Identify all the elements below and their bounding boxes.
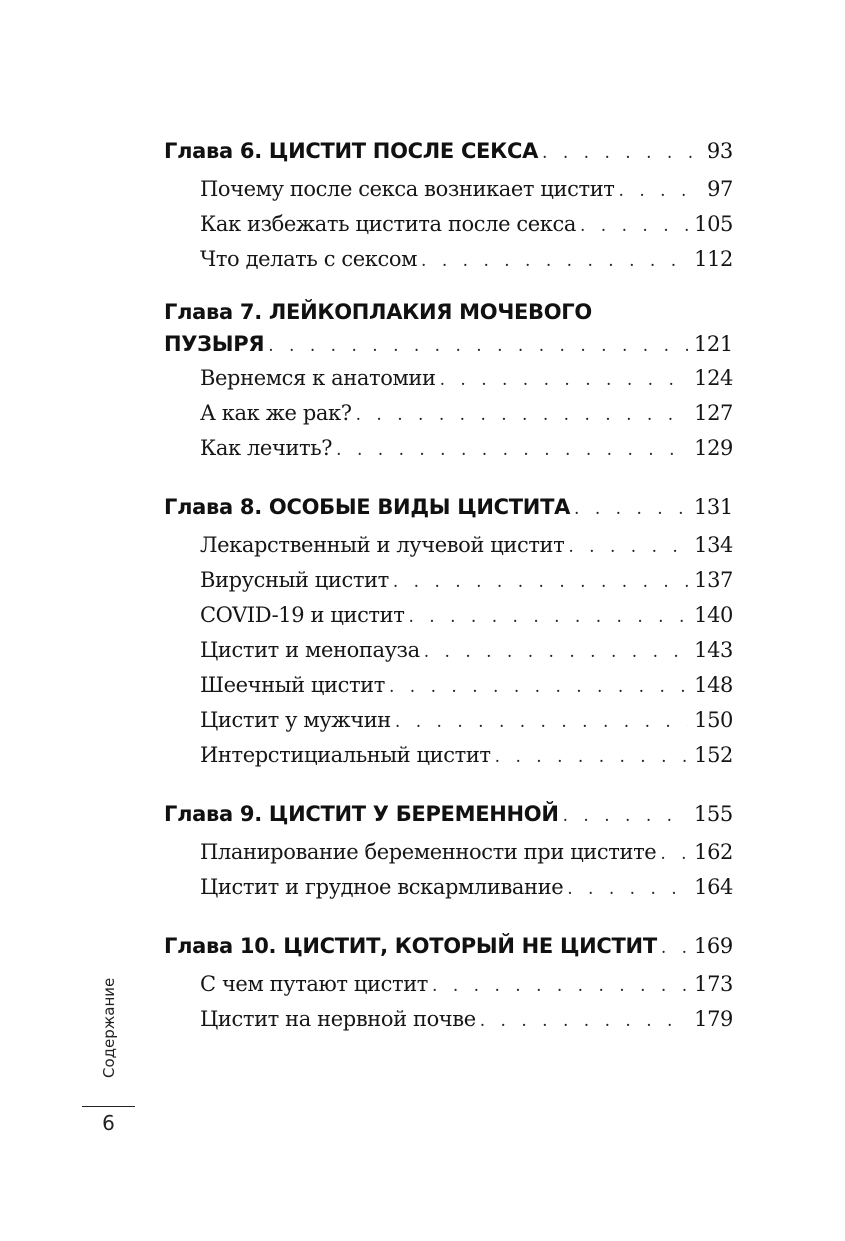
chapter-title-row (164, 793, 733, 835)
section-page: 140 (694, 603, 733, 627)
section-title: Шеечный цистит (200, 673, 385, 697)
section-title: Цистит у мужчин (200, 708, 391, 732)
dot-leader (336, 433, 688, 466)
chapter-entry (164, 297, 733, 466)
chapter-entry (164, 486, 733, 773)
chapter-title-row (164, 925, 733, 967)
dot-leader (580, 209, 688, 242)
section-entry (200, 668, 733, 703)
dot-leader (567, 872, 688, 905)
dot-leader (395, 705, 688, 738)
section-title: Цистит и менопауза (200, 638, 420, 662)
chapter-title: Глава 9. ЦИСТИТ У БЕРЕМЕННОЙ (164, 802, 559, 826)
table-of-contents (164, 130, 733, 1057)
section-entry (200, 835, 733, 870)
chapter-title-row (164, 486, 733, 528)
section-entry (200, 207, 733, 242)
chapter-page: 93 (706, 139, 733, 163)
dot-leader (660, 837, 688, 870)
dot-leader (408, 600, 688, 633)
footer-rule (82, 1106, 135, 1107)
section-entry (200, 598, 733, 633)
dot-leader (432, 969, 688, 1002)
section-entry (200, 431, 733, 466)
chapter-title-row (164, 130, 733, 172)
dot-leader (563, 795, 688, 835)
dot-leader (480, 1004, 688, 1037)
dot-leader (393, 565, 688, 598)
chapter-title-row (164, 327, 733, 361)
section-page: 173 (694, 972, 733, 996)
section-entry (200, 703, 733, 738)
dot-leader (542, 132, 701, 172)
section-page: 112 (694, 247, 733, 271)
section-title: Цистит и грудное вскармливание (200, 875, 564, 899)
chapter-entry (164, 793, 733, 905)
section-page: 152 (694, 743, 733, 767)
section-title: Как лечить? (200, 436, 333, 460)
dot-leader (574, 488, 688, 528)
page-number: 6 (102, 1111, 115, 1135)
section-title: С чем путают цистит (200, 972, 429, 996)
section-title: А как же рак? (200, 401, 352, 425)
section-entry (200, 242, 733, 277)
section-page: 97 (707, 177, 733, 201)
section-page: 137 (694, 568, 733, 592)
chapter-title-line: Глава 7. ЛЕЙКОПЛАКИЯ МОЧЕВОГО (164, 300, 592, 324)
dot-leader (568, 530, 688, 563)
section-page: 162 (694, 840, 733, 864)
dot-leader (440, 363, 689, 396)
section-title: COVID-19 и цистит (200, 603, 405, 627)
chapter-page: 131 (693, 495, 733, 519)
section-entry (200, 361, 733, 396)
running-head: Содержание (100, 977, 118, 1078)
dot-leader (495, 740, 688, 773)
section-title: Вернемся к анатомии (200, 366, 436, 390)
chapter-title: ПУЗЫРЯ (164, 332, 265, 356)
dot-leader (356, 398, 689, 431)
section-entry (200, 563, 733, 598)
section-title: Интерстициальный цистит (200, 743, 491, 767)
chapter-page: 121 (693, 332, 733, 356)
dot-leader (661, 927, 688, 967)
chapter-page: 155 (693, 802, 733, 826)
section-entry (200, 172, 733, 207)
chapter-title: Глава 10. ЦИСТИТ, КОТОРЫЙ НЕ ЦИСТИТ (164, 934, 657, 958)
chapter-entry (164, 925, 733, 1037)
section-title: Вирусный цистит (200, 568, 389, 592)
dot-leader (424, 635, 688, 668)
section-title: Что делать с сексом (200, 247, 418, 271)
section-page: 127 (694, 401, 733, 425)
chapter-page: 169 (693, 934, 733, 958)
section-page: 150 (694, 708, 733, 732)
section-page: 129 (694, 436, 733, 460)
section-title: Планирование беременности при цистите (200, 840, 657, 864)
dot-leader (389, 670, 688, 703)
section-page: 143 (694, 638, 733, 662)
section-title: Почему после секса возникает цистит (200, 177, 615, 201)
dot-leader (619, 174, 702, 207)
section-entry (200, 870, 733, 905)
section-entry (200, 528, 733, 563)
section-page: 148 (694, 673, 733, 697)
section-entry (200, 738, 733, 773)
section-entry (200, 1002, 733, 1037)
section-title: Как избежать цистита после секса (200, 212, 576, 236)
section-title: Цистит на нервной почве (200, 1007, 476, 1031)
section-page: 124 (694, 366, 733, 390)
chapter-title: Глава 8. ОСОБЫЕ ВИДЫ ЦИСТИТА (164, 495, 571, 519)
dot-leader (268, 329, 688, 361)
section-page: 134 (694, 533, 733, 557)
dot-leader (421, 244, 688, 277)
section-entry (200, 967, 733, 1002)
section-page: 164 (694, 875, 733, 899)
chapter-title: Глава 6. ЦИСТИТ ПОСЛЕ СЕКСА (164, 139, 539, 163)
chapter-entry (164, 130, 733, 277)
section-page: 105 (694, 212, 733, 236)
section-entry (200, 633, 733, 668)
section-title: Лекарственный и лучевой цистит (200, 533, 565, 557)
section-page: 179 (694, 1007, 733, 1031)
section-entry (200, 396, 733, 431)
